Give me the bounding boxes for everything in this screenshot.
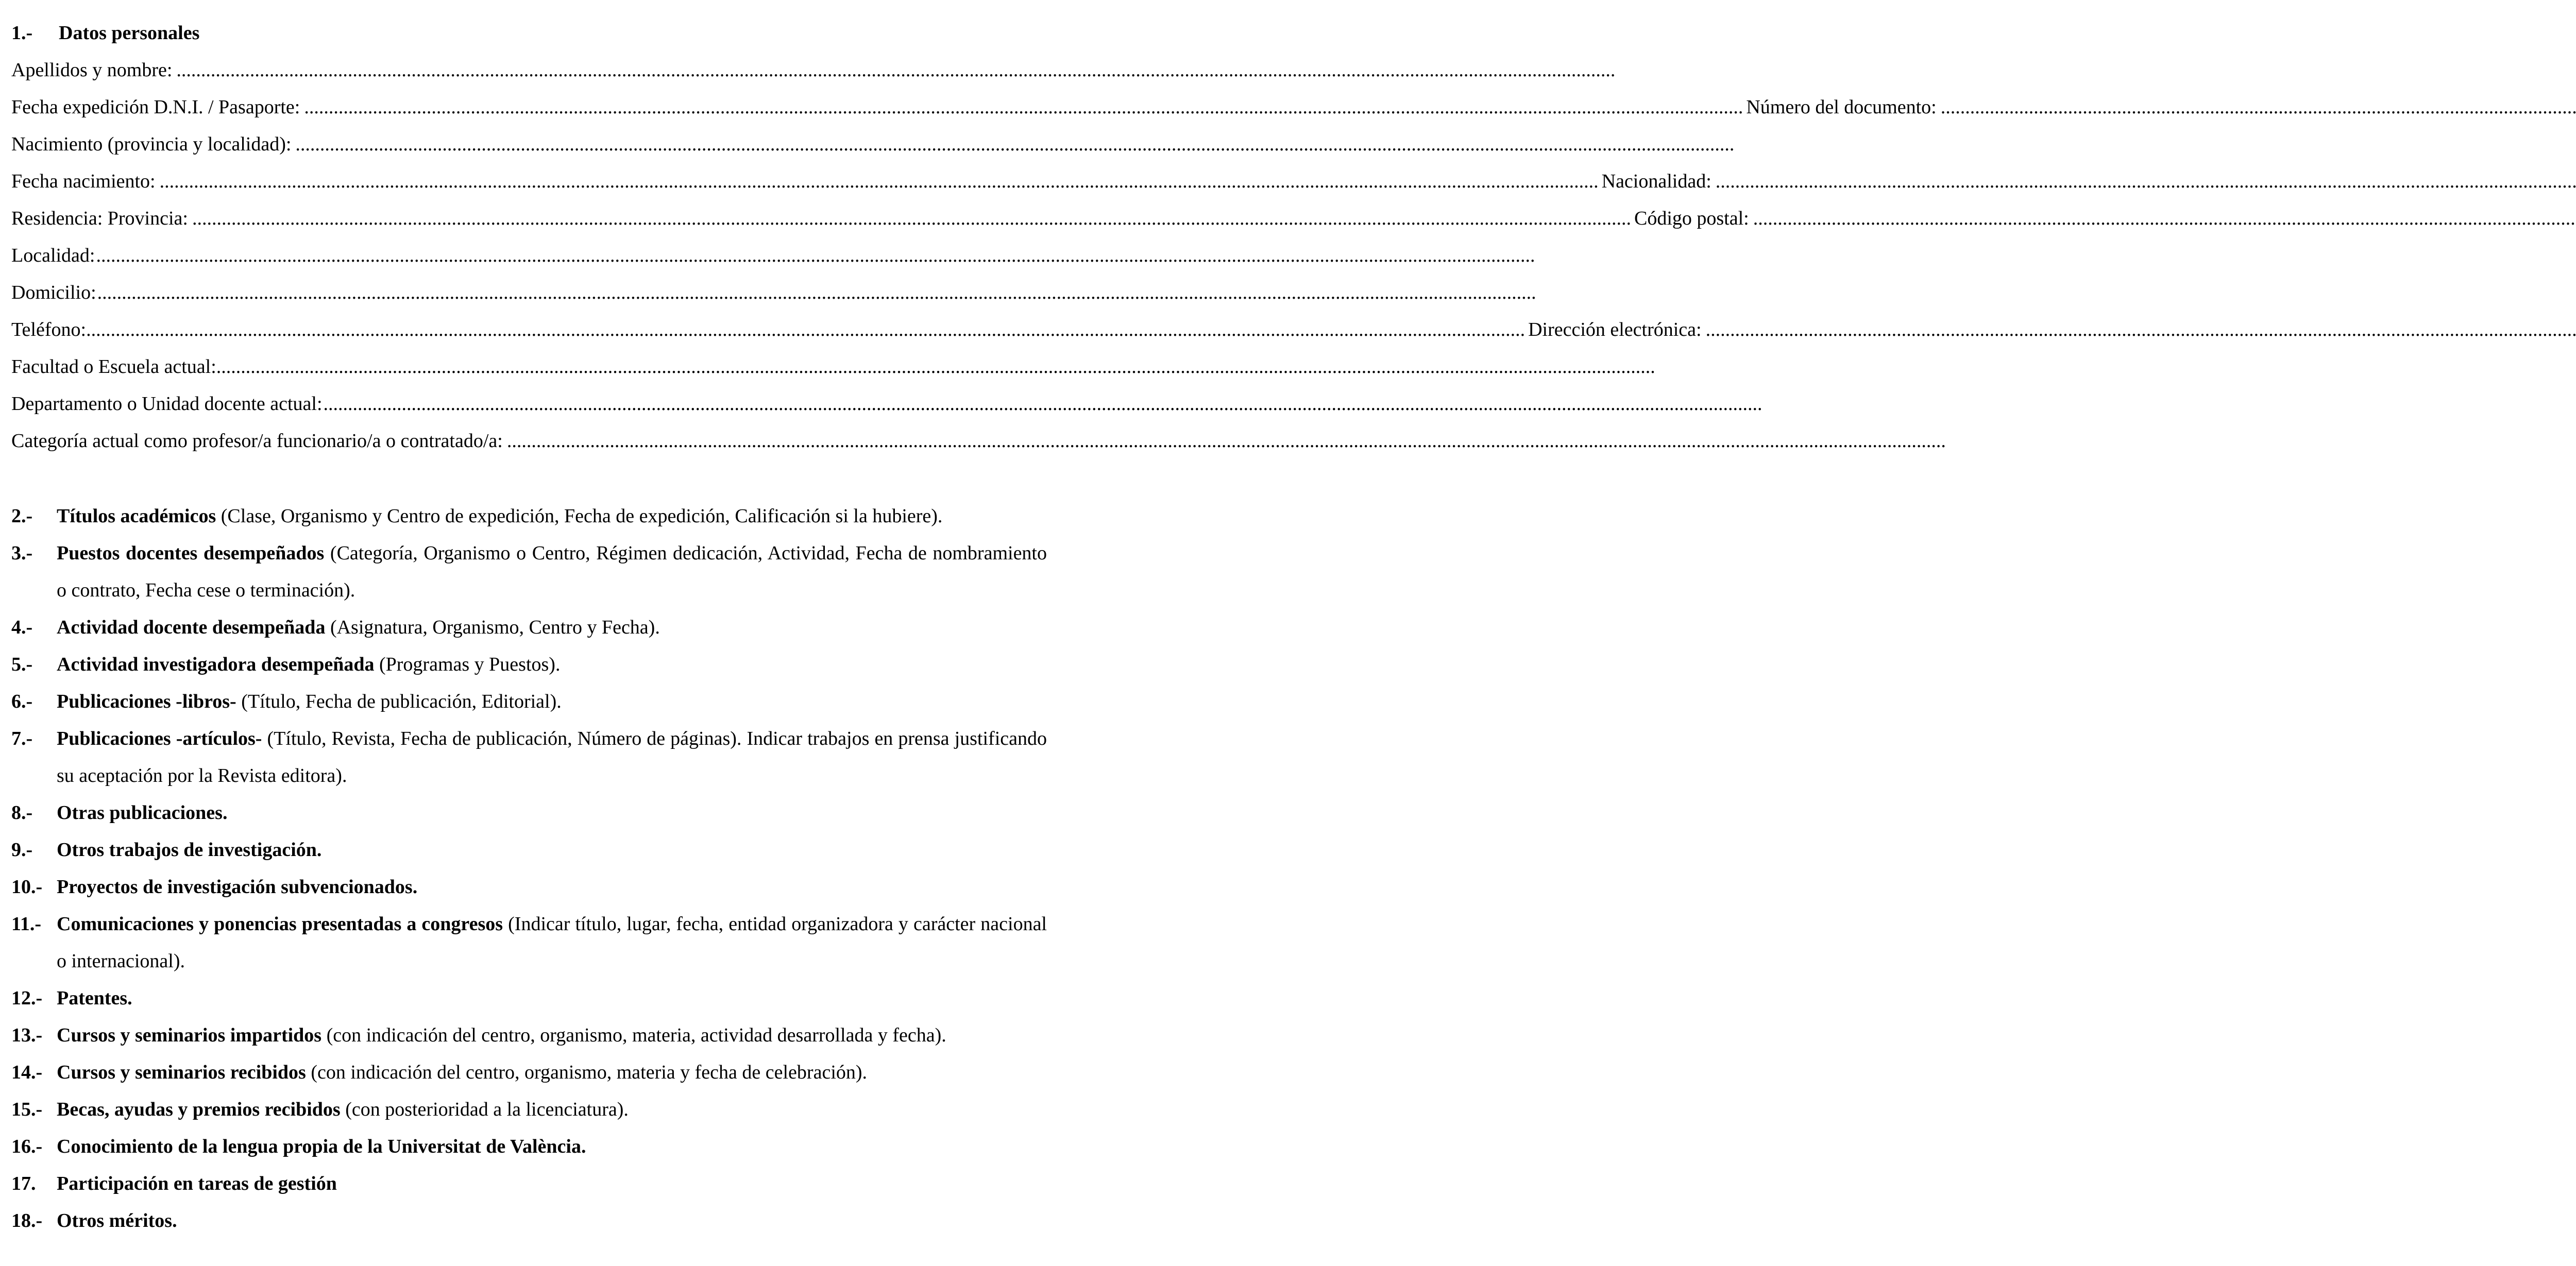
label-provincia: Residencia: Provincia: [11,208,188,229]
field-fecha-dni [11,95,1746,132]
input-codigo-postal[interactable] [1753,206,2576,243]
label-facultad: Facultad o Escuela actual: [11,356,216,378]
field-row-residencia [11,206,1749,243]
label-localidad: Localidad: [11,245,95,266]
input-apellidos[interactable] [176,58,1615,95]
item-title: Otros trabajos de investigación. [57,839,322,861]
item-title: Otras publicaciones. [57,802,228,824]
field-codigo-postal [1634,206,2576,243]
list-item [11,868,1047,905]
item-title: Otros méritos. [57,1210,177,1231]
list-item [11,1091,1047,1128]
item-title: Patentes. [57,987,132,1009]
input-telefono[interactable] [86,317,1525,354]
field-nacimiento [11,132,985,169]
field-email [1528,317,2576,354]
item-number: 15.- [11,1099,43,1120]
input-email[interactable] [1706,317,2576,354]
item-number: 11.- [11,913,42,935]
item-number: 12.- [11,987,43,1009]
field-row-nacimiento [11,169,1711,206]
label-nacionalidad: Nacionalidad: [1601,170,1711,192]
item-title: Publicaciones -libros- [57,691,236,712]
list-item [11,1128,1047,1165]
list-item [11,1054,1047,1091]
field-numero-documento [1746,95,2576,132]
input-facultad[interactable] [216,354,1655,391]
label-fecha-dni: Fecha expedición D.N.I. / Pasaporte: [11,96,300,118]
item-title: Conocimiento de la lengua propia de la Universitat de València. [57,1136,586,1157]
list-item [11,683,1047,720]
section-1-title: Datos personales [59,22,200,44]
list-item [11,609,1047,646]
field-categoria [11,429,985,466]
section-1-number: 1.- [11,22,33,44]
item-description: (Categoría, Organismo o Centro, Régimen dedicación, Actividad, Fecha de nombramiento o contrato, Fecha cese o terminación). [57,542,1047,601]
label-numero-documento: Número del documento: [1746,96,1937,118]
item-description: (con indicación del centro, organismo, materia, actividad desarrollada y fecha). [321,1024,946,1046]
input-fecha-dni[interactable] [304,95,1743,132]
field-departamento [11,391,985,429]
list-item [11,646,1047,683]
item-description: (con indicación del centro, organismo, materia y fecha de celebración). [306,1062,868,1083]
item-number: 9.- [11,839,33,861]
label-departamento: Departamento o Unidad docente actual: [11,393,323,415]
label-fecha-nacimiento: Fecha nacimiento: [11,170,156,192]
item-description: (Título, Revista, Fecha de publicación, Número de páginas). Indicar trabajos en prensa justificando su aceptación por la Revista editora). [57,728,1047,786]
item-number: 14.- [11,1062,43,1083]
item-title: Títulos académicos [57,505,216,527]
sections-list [11,498,1047,1239]
label-email: Dirección electrónica: [1528,319,1702,340]
item-number: 7.- [11,728,33,749]
field-provincia [11,206,1634,243]
item-number: 10.- [11,876,43,898]
list-item [11,980,1047,1017]
input-fecha-nacimiento[interactable] [160,169,1599,206]
label-telefono: Teléfono: [11,319,87,340]
item-title: Actividad investigadora desempeñada [57,654,375,675]
field-fecha-nacimiento [11,169,1602,206]
field-apellidos [11,58,985,95]
list-item [11,905,1047,980]
item-number: 18.- [11,1210,43,1231]
field-domicilio [11,280,985,317]
list-item [11,720,1047,794]
input-numero-documento[interactable] [1941,95,2576,132]
item-number: 3.- [11,542,33,564]
label-domicilio: Domicilio: [11,282,96,303]
input-localidad[interactable] [96,243,1535,280]
list-item [11,794,1047,831]
input-nacionalidad[interactable] [1716,169,2576,206]
item-description: (Indicar título, lugar, fecha, entidad organizadora y carácter nacional o internacional). [57,913,1047,972]
section-1-heading [11,21,1047,45]
label-codigo-postal: Código postal: [1634,208,1749,229]
list-item [11,498,1047,535]
item-number: 16.- [11,1136,43,1157]
input-categoria[interactable] [507,429,1946,466]
item-description: (Clase, Organismo y Centro de expedición, Fecha de expedición, Calificación si la hubiere). [216,505,943,527]
item-title: Cursos y seminarios recibidos [57,1062,306,1083]
item-title: Proyectos de investigación subvencionados. [57,876,418,898]
label-nacimiento: Nacimiento (provincia y localidad): [11,133,292,155]
item-title: Comunicaciones y ponencias presentadas a congresos [57,913,503,935]
list-item [11,535,1047,609]
list-item [11,1017,1047,1054]
label-categoria: Categoría actual como profesor/a funcionario/a o contratado/a: [11,430,503,452]
item-title: Cursos y seminarios impartidos [57,1024,322,1046]
input-domicilio[interactable] [97,280,1536,317]
field-facultad [11,354,985,391]
item-title: Participación en tareas de gestión [57,1173,337,1194]
item-number: 13.- [11,1024,43,1046]
item-number: 8.- [11,802,33,824]
item-title: Puestos docentes desempeñados [57,542,325,564]
item-number: 17. [11,1173,36,1194]
item-number: 5.- [11,654,33,675]
item-number: 6.- [11,691,33,712]
item-number: 2.- [11,505,33,527]
item-description: (Asignatura, Organismo, Centro y Fecha). [325,617,660,638]
field-row-documento [11,95,1937,132]
item-description: (con posterioridad a la licenciatura). [340,1099,629,1120]
field-localidad [11,243,985,280]
input-provincia[interactable] [192,206,1631,243]
item-title: Becas, ayudas y premios recibidos [57,1099,341,1120]
list-item [11,1165,1047,1202]
field-row-contacto [11,317,1702,354]
item-number: 4.- [11,617,33,638]
item-title: Publicaciones -artículos- [57,728,262,749]
list-item [11,831,1047,868]
list-item [11,1202,1047,1239]
field-nacionalidad [1602,169,2576,206]
input-nacimiento[interactable] [295,132,1734,169]
field-telefono [11,317,1528,354]
item-description: (Programas y Puestos). [374,654,561,675]
item-title: Actividad docente desempeñada [57,617,326,638]
label-apellidos: Apellidos y nombre: [11,59,173,81]
input-departamento[interactable] [324,391,1762,429]
document-page [11,21,1937,1239]
item-description: (Título, Fecha de publicación, Editorial). [236,691,562,712]
